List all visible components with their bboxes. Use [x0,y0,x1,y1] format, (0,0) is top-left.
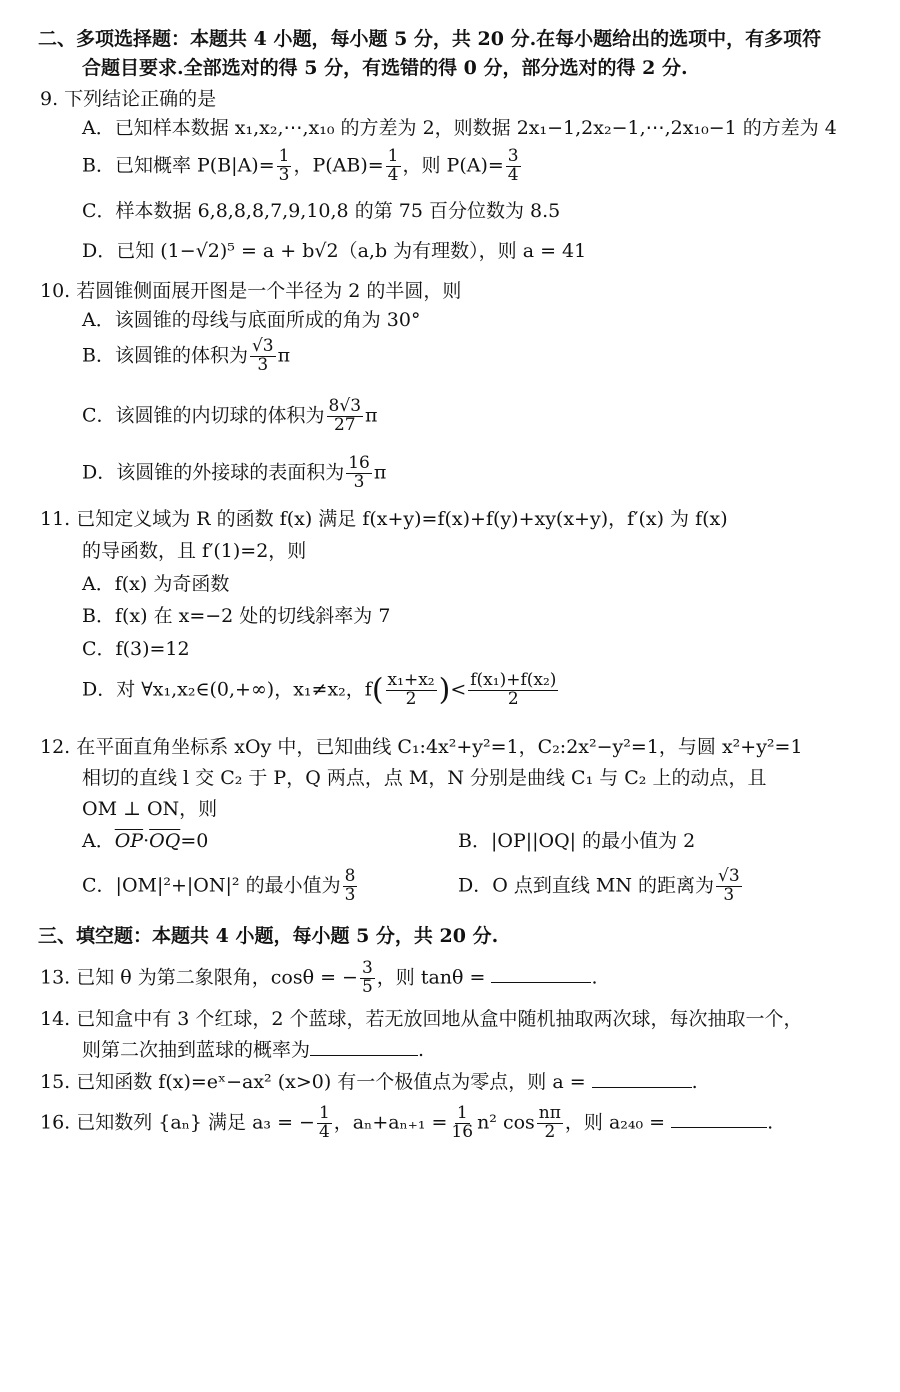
section-2-title-line1: 二、多项选择题：本题共 4 小题，每小题 5 分，共 20 分.在每小题给出的选项中，有多项符 [38,28,822,50]
question-14-line2: 则第二次抽到蓝球的概率为 . [82,1036,424,1062]
section-3-title: 三、填空题：本题共 4 小题，每小题 5 分，共 20 分. [38,925,499,947]
question-9-option-c: C．样本数据 6,8,8,8,7,9,10,8 的第 75 百分位数为 8.5 [82,200,561,222]
question-10-stem: 10. 若圆锥侧面展开图是一个半径为 2 的半圆，则 [40,280,462,302]
section-2-title-line2: 合题目要求.全部选对的得 5 分，有选错的得 0 分，部分选对的得 2 分. [82,57,688,79]
question-10-option-d: D．该圆锥的外接球的表面积为 $\frac{16}{3}$ π [82,453,387,492]
question-11-line1: 11. 已知定义域为 R 的函数 f(x) 满足 f(x+y)=f(x)+f(y)+xy(x+y)，f′(x) 为 f(x) [40,508,728,530]
question-10-option-a: A．该圆锥的母线与底面所成的角为 30° [82,309,421,331]
question-12-line2: 相切的直线 l 交 C₂ 于 P，Q 两点，点 M，N 分别是曲线 C₁ 与 C₂ 上的动点，且 [82,767,767,789]
question-13: 13. 已知 θ 为第二象限角，cosθ = − $\frac{3}{5}$ ，则 tanθ = . [40,958,598,997]
question-9-option-d: D．已知 (1−√2)⁵ = a + b√2（a,b 为有理数），则 a = 41 [82,240,587,262]
question-16: 16. 已知数列 {aₙ} 满足 a₃ = − $\frac{1}{4}$ ，aₙ+aₙ₊₁ = $\frac{1}{16}$ n² cos $\frac{n\pi}{2}$ ，则 a₂₄₀ = . [40,1103,774,1142]
fraction: $\frac{√3}{3}$ [718,866,740,905]
question-12-option-d: D．O 点到直线 MN 的距离为 $\frac{√3}{3}$ [458,866,740,905]
question-9-stem: 9. 下列结论正确的是 [40,88,217,110]
question-12-line3: OM ⊥ ON，则 [82,798,218,820]
answer-blank [592,1068,692,1088]
fraction: $\frac{8√3}{27}$ [328,396,362,435]
question-14-line1: 14. 已知盒中有 3 个红球，2 个蓝球，若无放回地从盒中随机抽取两次球，每次抽取一个， [40,1008,803,1030]
question-11-option-a: A．f(x) 为奇函数 [82,573,230,595]
question-11-line2: 的导函数，且 f′(1)=2，则 [82,540,307,562]
fraction: $\frac{1}{3}$ [278,146,290,185]
fraction: $\frac{8}{3}$ [344,866,356,905]
answer-blank [491,963,591,983]
fraction: $\frac{\text{x₁+x₂}}{2}$ [387,670,435,709]
fraction: $\frac{16}{3}$ [348,453,370,492]
fraction: $\frac{n\pi}{2}$ [538,1103,561,1142]
question-12-option-b: B．|OP||OQ| 的最小值为 2 [458,830,696,852]
answer-blank [310,1036,418,1056]
fraction: $\frac{1}{16}$ [451,1103,474,1142]
question-12-option-a: A．$\overline{OP}\cdot\overline{OQ}=0$ [82,830,209,852]
fraction: $\frac{3}{5}$ [361,958,373,997]
question-11-option-d: D．对 ∀x₁,x₂∈(0,+∞)，x₁≠x₂，f( $\frac{\text{x₁+x₂}}{2}$ )< $\frac{\text{f(x₁)+f(x₂)}}{2}$ [82,670,557,709]
question-11-option-b: B．f(x) 在 x=−2 处的切线斜率为 7 [82,605,391,627]
question-9-option-b: B．已知概率 P(B|A)= $\frac{1}{3}$ ，P(AB)= $\frac{1}{4}$ ，则 P(A)= $\frac{3}{4}$ [82,146,519,185]
fraction: $\frac{√3}{3}$ [251,336,274,375]
question-11-option-c: C．f(3)=12 [82,638,190,660]
question-9-option-a: A．已知样本数据 x₁,x₂,⋯,x₁₀ 的方差为 2，则数据 2x₁−1,2x₂−1,⋯,2x₁₀−1 的方差为 4 [82,117,837,139]
question-10-option-b: B．该圆锥的体积为 $\frac{√3}{3}$ π [82,336,291,375]
question-12-option-c: C．|OM|²+|ON|² 的最小值为 $\frac{8}{3}$ [82,866,356,905]
question-12-line1: 12. 在平面直角坐标系 xOy 中，已知曲线 C₁:4x²+y²=1，C₂:2x²−y²=1，与圆 x²+y²=1 [40,736,803,758]
question-10-option-c: C．该圆锥的内切球的体积为 $\frac{8√3}{27}$ π [82,396,378,435]
fraction: $\frac{3}{4}$ [507,146,519,185]
fraction: $\frac{1}{4}$ [318,1103,330,1142]
fraction: $\frac{\text{f(x₁)+f(x₂)}}{2}$ [470,670,557,709]
fraction: $\frac{1}{4}$ [387,146,399,185]
question-15: 15. 已知函数 f(x)=eˣ−ax² (x>0) 有一个极值点为零点，则 a = . [40,1068,698,1094]
answer-blank [671,1108,767,1128]
